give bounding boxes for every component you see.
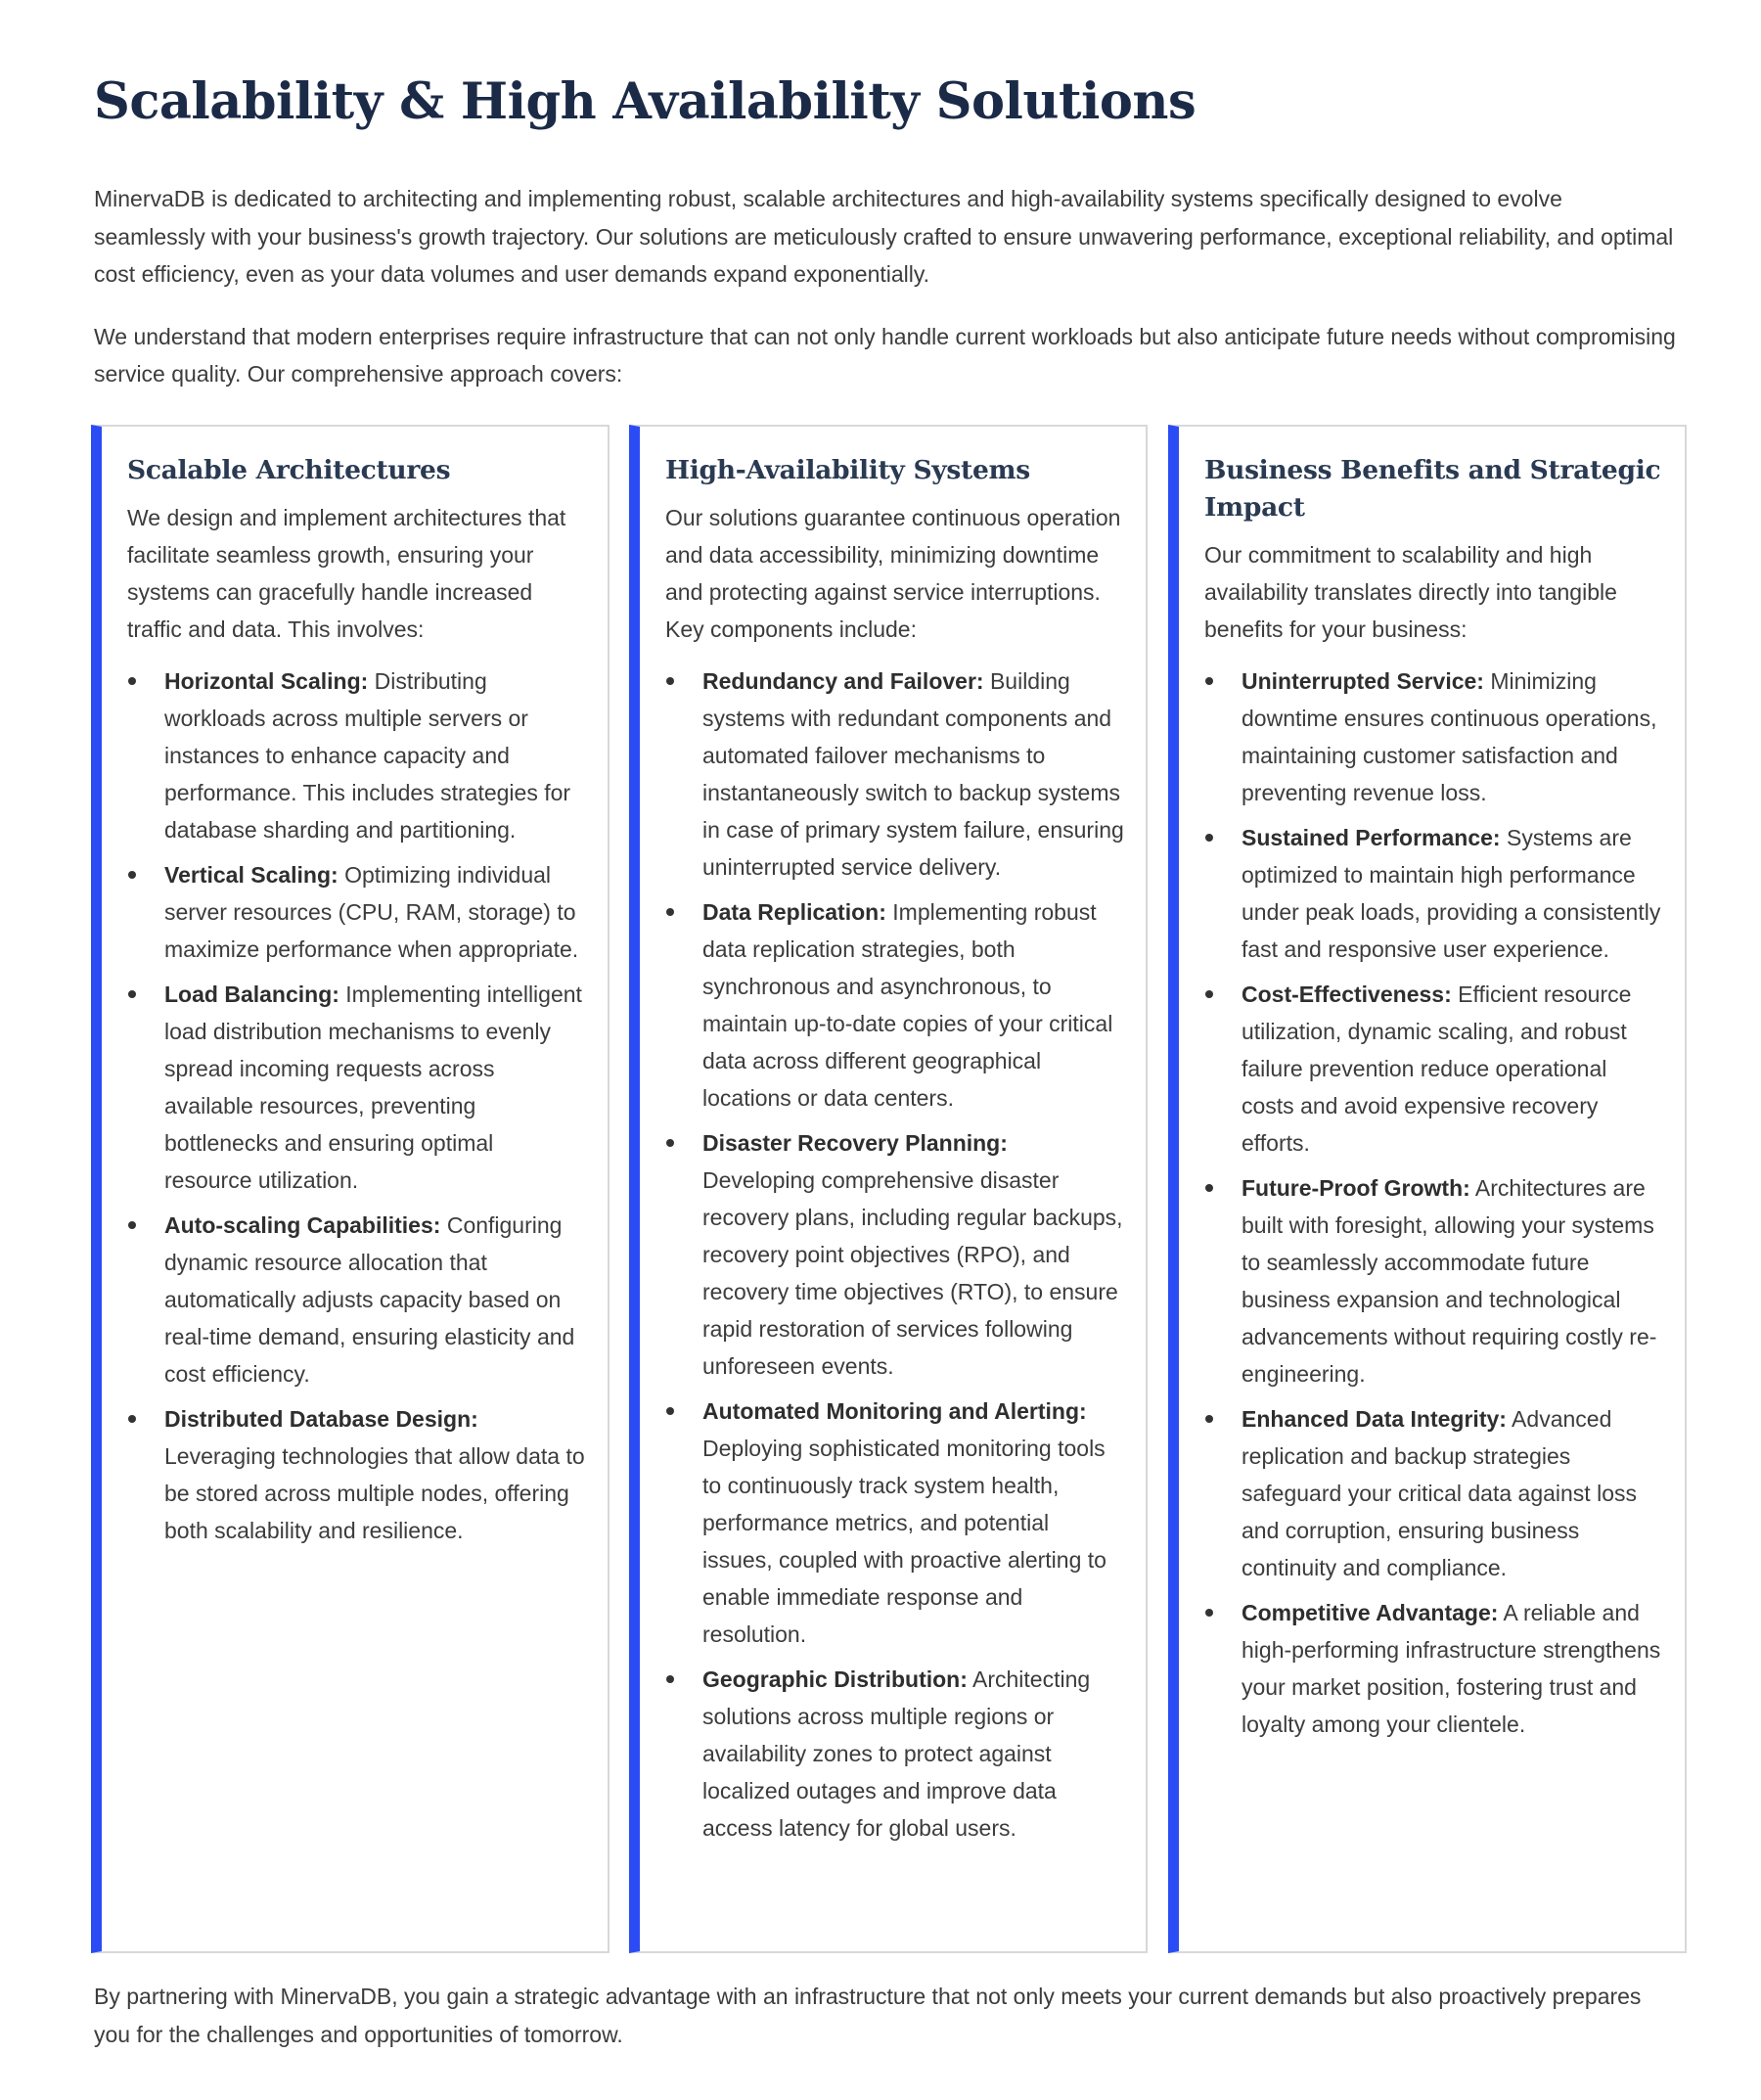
page-title: Scalability & High Availability Solutions [94, 72, 1197, 131]
feature-columns [91, 425, 1687, 1953]
list-item [1204, 1169, 1663, 1392]
closing-paragraph: By partnering with MinervaDB, you gain a strategic advantage with an infrastructure that not only meets your current demands but also proactively prepares you for the challenges and opportunities of tomorrow. [94, 1984, 1642, 2047]
list-item-term: Geographic Distribution: [702, 1666, 968, 1692]
list-item-term: Load Balancing: [164, 982, 339, 1007]
list-item-text: A reliable and high-performing infrastructure strengthens your market position, fostering trust and loyalty among your clientele. [1242, 1600, 1661, 1737]
list-item-term: Sustained Performance: [1242, 825, 1501, 850]
card-list [1204, 662, 1663, 1743]
card-title: High-Availability Systems [665, 455, 1030, 485]
list-item-term: Distributed Database Design: [164, 1406, 478, 1432]
list-item-text: Efficient resource utilization, dynamic scaling, and robust failure prevention reduce operational costs and avoid expensive recovery efforts. [1242, 982, 1632, 1156]
list-item-text: Leveraging technologies that allow data to be stored across multiple nodes, offering both scalability and resilience. [164, 1443, 585, 1543]
list-item [127, 856, 586, 968]
list-item [1204, 976, 1663, 1162]
list-item-text: Distributing workloads across multiple servers or instances to enhance capacity and performance. This includes strategies for database sharding and partitioning. [164, 668, 571, 843]
list-item-text: Optimizing individual server resources (CPU, RAM, storage) to maximize performance when appropriate. [164, 862, 579, 962]
list-item [127, 1400, 586, 1549]
list-item [665, 1661, 1124, 1847]
list-item-term: Redundancy and Failover: [702, 668, 984, 694]
list-item-term: Cost-Effectiveness: [1242, 982, 1452, 1007]
list-item-term: Disaster Recovery Planning: [702, 1130, 1008, 1156]
list-item [665, 1392, 1124, 1653]
list-item-text: Minimizing downtime ensures continuous operations, maintaining customer satisfaction and preventing revenue loss. [1242, 668, 1657, 805]
card-list [665, 662, 1124, 1847]
list-item-term: Data Replication: [702, 899, 886, 925]
list-item-text: Developing comprehensive disaster recovery plans, including regular backups, recovery point objectives (RPO), and recovery time objectives (RTO), to ensure rapid restoration of services following unforeseen events. [702, 1167, 1123, 1379]
list-item [665, 662, 1124, 886]
intro-paragraph-1: MinervaDB is dedicated to architecting and implementing robust, scalable architectures and high-availability systems specifically designed to evolve seamlessly with your business's growth trajectory. Our solutions are meticulously crafted to ensure unwavering performance, exceptional reliability, and optimal cost efficiency, even as your data volumes and user demands expand exponentially. [94, 186, 1674, 287]
list-item-text: Configuring dynamic resource allocation that automatically adjusts capacity based on real-time demand, ensuring elasticity and cost efficiency. [164, 1212, 575, 1387]
card-description: Our commitment to scalability and high availability translates directly into tangible benefits for your business: [1204, 542, 1617, 642]
list-item [1204, 662, 1663, 811]
list-item-term: Automated Monitoring and Alerting: [702, 1398, 1087, 1424]
card-title: Business Benefits and Strategic Impact [1204, 455, 1661, 523]
list-item-term: Enhanced Data Integrity: [1242, 1406, 1507, 1432]
list-item [1204, 1594, 1663, 1743]
intro-paragraph-2: We understand that modern enterprises require infrastructure that can not only handle current workloads but also anticipate future needs without compromising service quality. Our comprehensive approach covers: [94, 323, 1676, 387]
list-item [665, 1124, 1124, 1385]
list-item-term: Competitive Advantage: [1242, 1600, 1499, 1625]
card-description: Our solutions guarantee continuous operation and data accessibility, minimizing downtime and protecting against service interruptions. Key components include: [665, 505, 1121, 642]
list-item-text: Implementing robust data replication strategies, both synchronous and asynchronous, to maintain up-to-date copies of your critical data across different geographical locations or data centers. [702, 899, 1113, 1111]
list-item [1204, 819, 1663, 968]
card-description: We design and implement architectures that facilitate seamless growth, ensuring your systems can gracefully handle increased traffic and data. This involves: [127, 505, 566, 642]
list-item [127, 662, 586, 848]
list-item-text: Architecting solutions across multiple regions or availability zones to protect against localized outages and improve data access latency for global users. [702, 1666, 1091, 1841]
list-item [665, 893, 1124, 1117]
list-item-text: Advanced replication and backup strategies safeguard your critical data against loss and corruption, ensuring business continuity and compliance. [1242, 1406, 1637, 1580]
list-item-term: Uninterrupted Service: [1242, 668, 1484, 694]
list-item-text: Building systems with redundant components and automated failover mechanisms to instantaneously switch to backup systems in case of primary system failure, ensuring uninterrupted service delivery. [702, 668, 1124, 880]
list-item-term: Auto-scaling Capabilities: [164, 1212, 441, 1238]
card-list [127, 662, 586, 1549]
card-scalable-architectures [91, 425, 610, 1953]
card-high-availability-systems [629, 425, 1148, 1953]
list-item-term: Future-Proof Growth: [1242, 1175, 1470, 1201]
list-item-text: Implementing intelligent load distribution mechanisms to evenly spread incoming requests across available resources, preventing bottlenecks and ensuring optimal resource utilization. [164, 982, 582, 1193]
list-item-term: Horizontal Scaling: [164, 668, 369, 694]
list-item [127, 976, 586, 1199]
list-item-term: Vertical Scaling: [164, 862, 339, 888]
list-item-text: Systems are optimized to maintain high performance under peak loads, providing a consistently fast and responsive user experience. [1242, 825, 1661, 962]
card-title: Scalable Architectures [127, 455, 451, 485]
card-business-benefits [1168, 425, 1687, 1953]
list-item-text: Deploying sophisticated monitoring tools to continuously track system health, performance metrics, and potential issues, coupled with proactive alerting to enable immediate response and resolution. [702, 1436, 1106, 1647]
list-item [127, 1207, 586, 1392]
list-item [1204, 1400, 1663, 1586]
list-item-text: Architectures are built with foresight, allowing your systems to seamlessly accommodate future business expansion and technological advancements without requiring costly re-engineering. [1242, 1175, 1657, 1387]
